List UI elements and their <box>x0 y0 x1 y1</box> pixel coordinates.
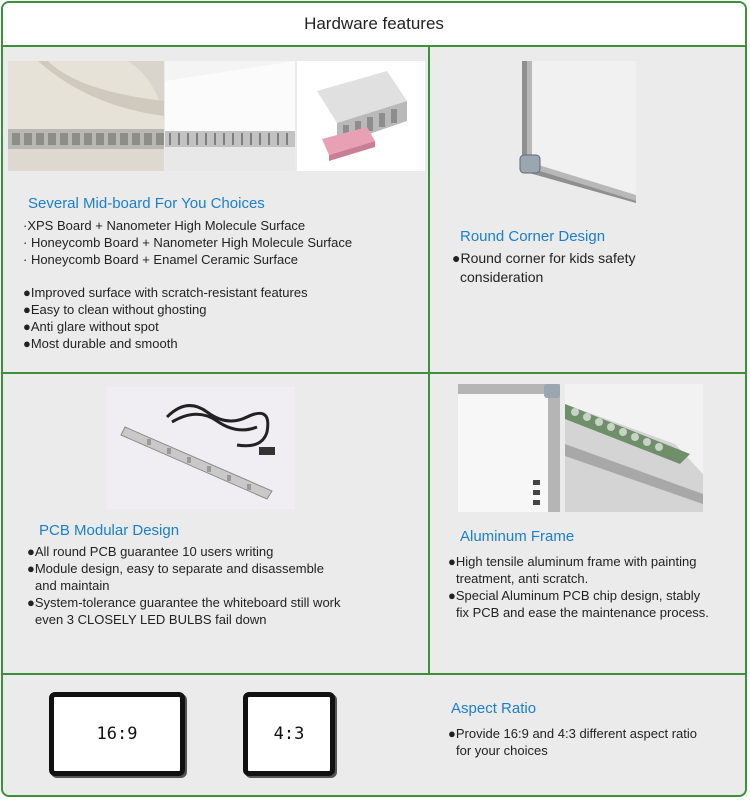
round-corner-heading: Round Corner Design <box>460 228 606 245</box>
aspect-ratio-list <box>448 725 697 759</box>
features-panel <box>1 1 747 797</box>
honeycomb-board-photo <box>165 61 295 171</box>
list-item: ●Improved surface with scratch-resistant features <box>23 285 308 300</box>
pcb-heading: PCB Modular Design <box>39 522 180 539</box>
round-corner-list <box>452 249 636 287</box>
list-item: ●Special Aluminum PCB chip design, stably <box>448 588 701 603</box>
list-item: ●Most durable and smooth <box>23 336 178 351</box>
midboard-features-list <box>23 284 308 352</box>
list-item: ·XPS Board + Nanometer High Molecule Surface <box>23 218 306 233</box>
page-title: Hardware features <box>3 3 745 47</box>
divider-horizontal-1 <box>3 372 745 374</box>
list-item: · Honeycomb Board + Nanometer High Molecule Surface <box>23 235 353 250</box>
midboard-heading: Several Mid-board For You Choices <box>28 195 265 212</box>
list-item: fix PCB and ease the maintenance process. <box>456 605 709 620</box>
aspect-ratio-4-3-icon: 4:3 <box>243 692 335 776</box>
aspect-ratio-16-9-icon: 16:9 <box>49 692 185 776</box>
aluminum-pcb-chip-photo <box>565 384 703 512</box>
list-item: · Honeycomb Board + Enamel Ceramic Surface <box>23 252 298 267</box>
aluminum-list <box>448 553 709 621</box>
list-item: ●Anti glare without spot <box>23 319 159 334</box>
enamel-board-photo <box>297 61 425 171</box>
divider-horizontal-2 <box>3 673 745 675</box>
list-item: ●High tensile aluminum frame with painting <box>448 554 697 569</box>
aluminum-frame-photo <box>458 384 560 512</box>
midboard-boards-list <box>23 217 352 268</box>
list-item: and maintain <box>35 578 110 593</box>
aluminum-heading: Aluminum Frame <box>460 528 575 545</box>
list-item: ●Module design, easy to separate and disassemble <box>27 561 324 576</box>
list-item: for your choices <box>456 743 548 758</box>
list-item: ●Round corner for kids safety <box>452 250 636 266</box>
pcb-list <box>27 543 341 628</box>
list-item: ●System-tolerance guarantee the whiteboard still work <box>27 595 341 610</box>
pcb-module-photo <box>107 387 295 509</box>
xps-board-photo <box>8 61 164 171</box>
divider-vertical-top <box>428 45 430 675</box>
list-item: ●Provide 16:9 and 4:3 different aspect ratio <box>448 726 697 741</box>
list-item: consideration <box>460 269 544 285</box>
list-item: ●Easy to clean without ghosting <box>23 302 207 317</box>
list-item: even 3 CLOSELY LED BULBS fail down <box>35 612 267 627</box>
list-item: ●All round PCB guarantee 10 users writing <box>27 544 274 559</box>
aspect-ratio-heading: Aspect Ratio <box>451 700 537 717</box>
list-item: treatment, anti scratch. <box>456 571 589 586</box>
round-corner-photo <box>518 61 636 203</box>
